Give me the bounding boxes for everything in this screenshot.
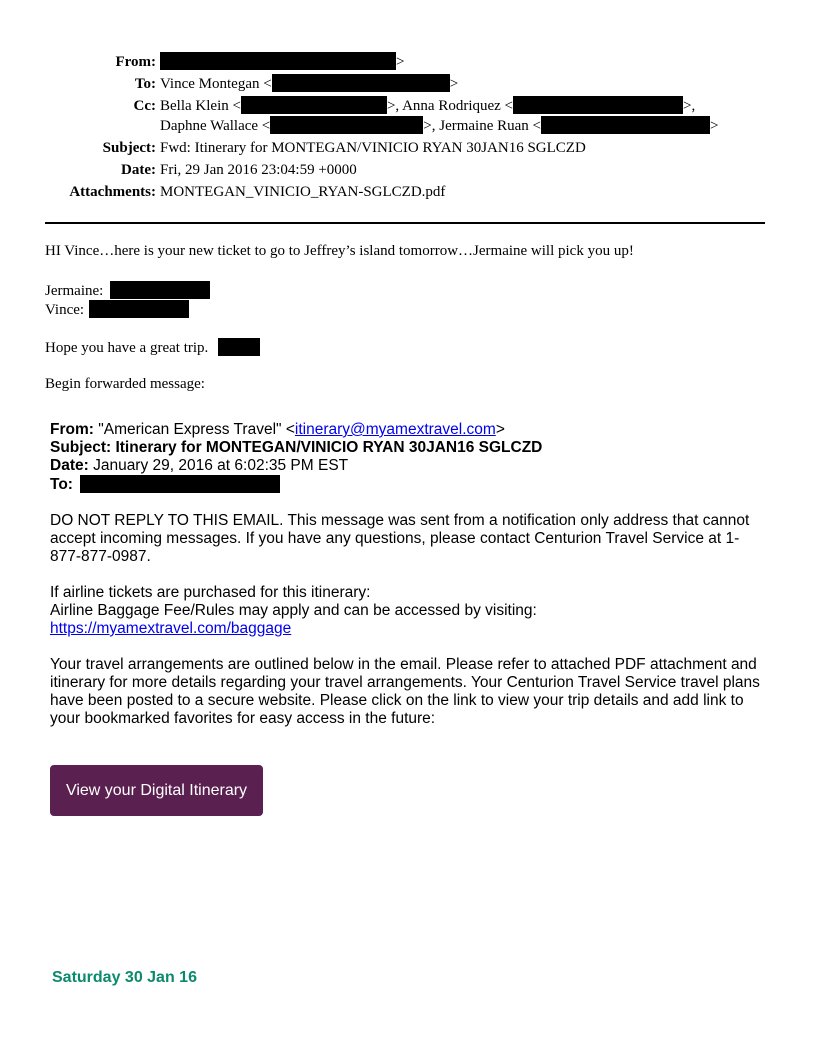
redacted-block	[270, 116, 423, 134]
fwd-date-label: Date:	[50, 457, 89, 474]
date-value: Fri, 29 Jan 2016 23:04:59 +0000	[160, 162, 357, 178]
to-name: Vince Montegan <	[160, 76, 272, 92]
from-label: From:	[115, 54, 156, 70]
to-value	[160, 74, 816, 94]
redacted-block	[80, 475, 280, 493]
from-value	[160, 52, 816, 72]
fwd-subject-value: Itinerary for MONTEGAN/VINICIO RYAN 30JAN16 SGLCZD	[115, 439, 543, 456]
notice-text: DO NOT REPLY TO THIS EMAIL. This message was sent from a notification only address that cannot accept incoming messages. If you have any questions, please contact Centurion Travel Service at 1-877-877-0987.	[50, 512, 750, 565]
redacted-block	[513, 96, 683, 114]
redacted-block	[241, 96, 387, 114]
header-from-row	[0, 52, 816, 72]
cc-name: >, Anna Rodriquez <	[386, 98, 514, 114]
cc-line-2	[160, 116, 816, 136]
cc-label: Cc:	[133, 98, 156, 114]
attachments-label: Attachments:	[69, 184, 156, 200]
header-cc-row	[0, 96, 816, 136]
airline-text-2: Airline Baggage Fee/Rules may apply and can be accessed by visiting:	[50, 602, 537, 619]
fwd-from-label: From:	[50, 421, 94, 438]
subject-value: Fwd: Itinerary for MONTEGAN/VINICIO RYAN 30JAN16 SGLCZD	[160, 140, 586, 156]
fwd-subject-label: Subject:	[50, 439, 112, 456]
subject-label: Subject:	[102, 140, 156, 156]
cc-name: Bella Klein <	[160, 98, 241, 114]
close-bracket: >	[449, 76, 459, 92]
vince-label: Vince:	[45, 302, 85, 318]
cc-value	[160, 96, 816, 136]
jermaine-label: Jermaine:	[45, 283, 104, 299]
hope-line	[45, 338, 775, 357]
header-subject-row	[0, 138, 816, 158]
redacted-block	[218, 338, 260, 356]
close-bracket: >	[396, 54, 405, 70]
cc-name: >, Jermaine Ruan <	[423, 118, 541, 134]
cc-name: Daphne Wallace <	[160, 118, 271, 134]
forwarded-message	[50, 421, 770, 728]
greeting-text: HI Vince…here is your new ticket to go to Jeffrey’s island tomorrow…Jermaine will pick you up!	[45, 243, 634, 259]
arrangements-text: Your travel arrangements are outlined below in the email. Please refer to attached PDF attachment and itinerary for more details regarding your travel arrangements. Your Centurion Travel Service travel plans have been posted to a secure website. Please click on the link to view your trip details and add link to your bookmarked favorites for easy access in the future:	[50, 656, 760, 727]
fwd-from-line	[50, 421, 770, 439]
date-label: Date:	[121, 162, 156, 178]
redacted-block	[110, 281, 210, 299]
begin-forwarded-text: Begin forwarded message:	[45, 376, 205, 392]
attachment-filename[interactable]: MONTEGAN_VINICIO_RYAN-SGLCZD.pdf	[160, 184, 446, 200]
fwd-from-close: >	[495, 421, 505, 438]
cc-line-1	[160, 96, 816, 116]
cc-separator: >,	[683, 98, 696, 114]
email-header	[0, 52, 816, 202]
airline-text-1: If airline tickets are purchased for this itinerary:	[50, 584, 371, 601]
header-attachments-row	[0, 182, 816, 202]
cc-separator: >	[710, 118, 719, 134]
fwd-date-value: January 29, 2016 at 6:02:35 PM EST	[93, 457, 349, 474]
redacted-block	[89, 300, 189, 318]
to-label: To:	[134, 76, 156, 92]
vince-line	[45, 300, 775, 319]
fwd-from-email-link[interactable]: itinerary@myamextravel.com	[294, 421, 496, 438]
fwd-to-line	[50, 475, 770, 494]
message-body	[45, 242, 775, 393]
fwd-to-label: To:	[50, 476, 73, 493]
header-date-row	[0, 160, 816, 180]
day-heading: Saturday 30 Jan 16	[52, 969, 197, 986]
redacted-block	[541, 116, 710, 134]
fwd-from-name: "American Express Travel" <	[98, 421, 295, 438]
redacted-block	[272, 74, 450, 92]
hope-text: Hope you have a great trip.	[45, 340, 209, 356]
view-digital-itinerary-button[interactable]: View your Digital Itinerary	[50, 765, 263, 816]
fwd-date-line	[50, 457, 770, 475]
baggage-link[interactable]: https://myamextravel.com/baggage	[50, 620, 292, 637]
jermaine-line	[45, 281, 775, 300]
header-to-row	[0, 74, 816, 94]
redacted-block	[160, 52, 396, 70]
fwd-subject-line	[50, 439, 770, 457]
header-divider	[45, 222, 765, 224]
